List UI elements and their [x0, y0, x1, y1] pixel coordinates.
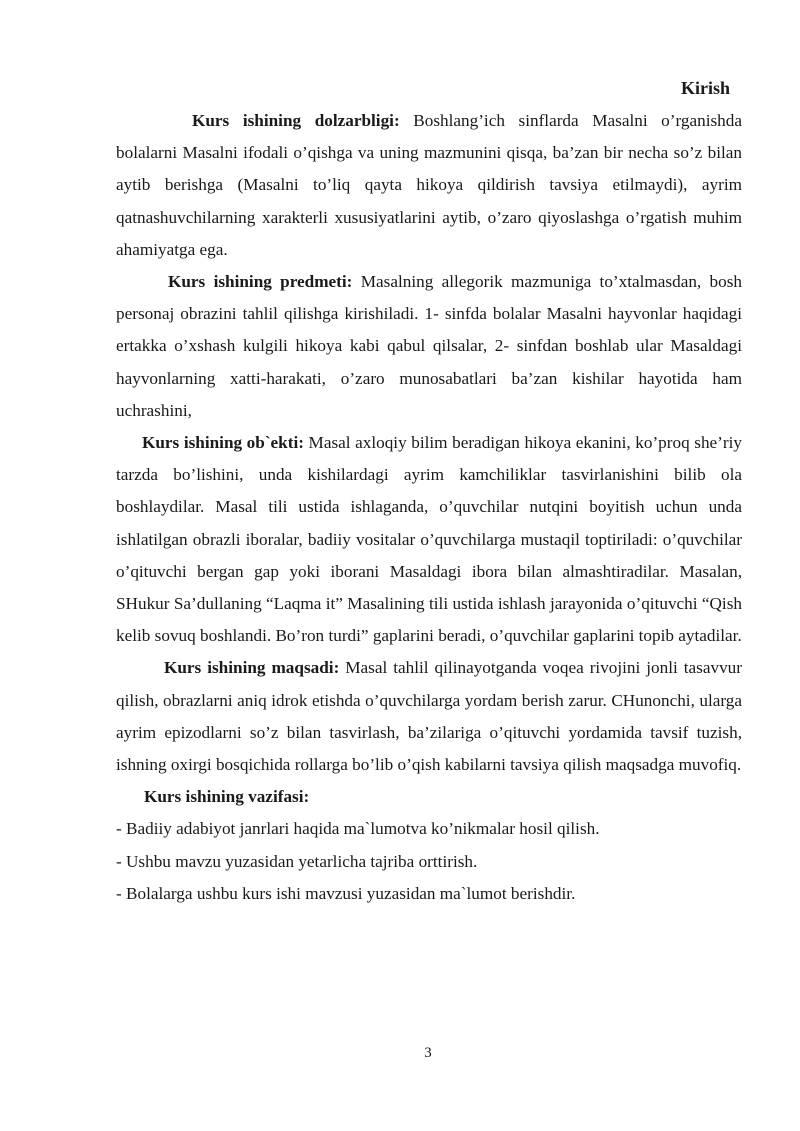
paragraph-maqsadi — [116, 652, 742, 781]
paragraph-obekti — [116, 427, 742, 652]
label-dolzarbligi: Kurs ishining dolzarbligi: — [192, 111, 400, 130]
text-predmeti: Masalning allegorik mazmuniga to’xtalmasdan, bosh personaj obrazini tahlil qilishga kirishiladi. 1- sinfda bolalar Masalni hayvonlar haqidagi ertakka o’xshash kulgili hikoya kabi qabul qilsalar, 2- sinfdan boshlab ular Masaldagi hayvonlarning xatti-harakati, o’zaro munosabatlari ba’zan kishilar hayotida ham uchrashini, — [116, 272, 743, 420]
text-maqsadi: Masal tahlil qilinayotganda voqea rivojini jonli tasavvur qilish, obrazlarni aniq idrok etishda o’quvchilarga yordam berish zarur. CHunonchi, ularga ayrim epizodlarni so’z bilan tasvirlash, ba’zilariga o’qituvchi yordamida tavsif tuzish, ishning oxirgi bosqichida rollarga bo’lib o’qish kabilarni tavsiya qilish maqsadga muvofiq. — [116, 658, 742, 775]
page-number: 3 — [424, 1045, 432, 1061]
text-dolzarbligi: Boshlang’ich sinflarda Masalni o’rganishda bolalarni Masalni ifodali o’qishga va uning mazmunini qisqa, ba’zan bir necha so’z bilan aytib berishga (Masalni to’liq qayta hikoya qildirish tavsiya etilmaydi), ayrim qatnashuvchilarning xarakterli xususiyatlarini aytib, o’zaro qiyoslashga o’rgatish muhim ahamiyatga ega. — [116, 111, 743, 259]
label-maqsadi: Kurs ishining maqsadi: — [164, 658, 340, 678]
list-item: - Badiiy adabiyot janrlari haqida ma`lumotva ko’nikmalar hosil qilish. — [116, 819, 600, 839]
list-item: - Bolalarga ushbu kurs ishi mavzusi yuzasidan ma`lumot berishdir. — [116, 883, 576, 903]
text-obekti: Masal axloqiy bilim beradigan hikoya ekanini, ko’proq she’riy tarzda bo’lishini, unda kishilardagi ayrim kamchiliklar tasvirlanishini bilib ola boshlaydilar. Masal tili ustida ishlaganda, o’quvchilar nutqini boyitish uchun unda ishlatilgan obrazli iboralar, badiiy vositalar o’quvchilarga mustaqil toptiriladi: o’quvchilar o’qituvchi bergan gap yoki iborani Masaldagi ibora bilan almashtiradilar. Masalan, SHukur Sa’dullaning “Laqma it” Masalining tili ustida ishlash jarayonida o’qituvchi “Qish kelib sovuq boshlandi. Bo’ron turdi” gaplarini beradi, o’quvchilar gaplarini topib aytadilar. — [116, 433, 742, 646]
page-title: Kirish — [680, 78, 730, 98]
paragraph-dolzarbligi — [116, 105, 742, 266]
label-obekti: Kurs ishining ob`ekti: — [142, 433, 304, 453]
vazifasi-list — [116, 813, 742, 910]
list-item: - Ushbu mavzu yuzasidan yetarlicha tajriba orttirish. — [116, 851, 478, 871]
heading-vazifasi: Kurs ishining vazifasi: — [144, 787, 310, 807]
document-body — [116, 105, 742, 910]
paragraph-predmeti — [116, 266, 742, 427]
label-predmeti: Kurs ishining predmeti: — [168, 272, 353, 292]
